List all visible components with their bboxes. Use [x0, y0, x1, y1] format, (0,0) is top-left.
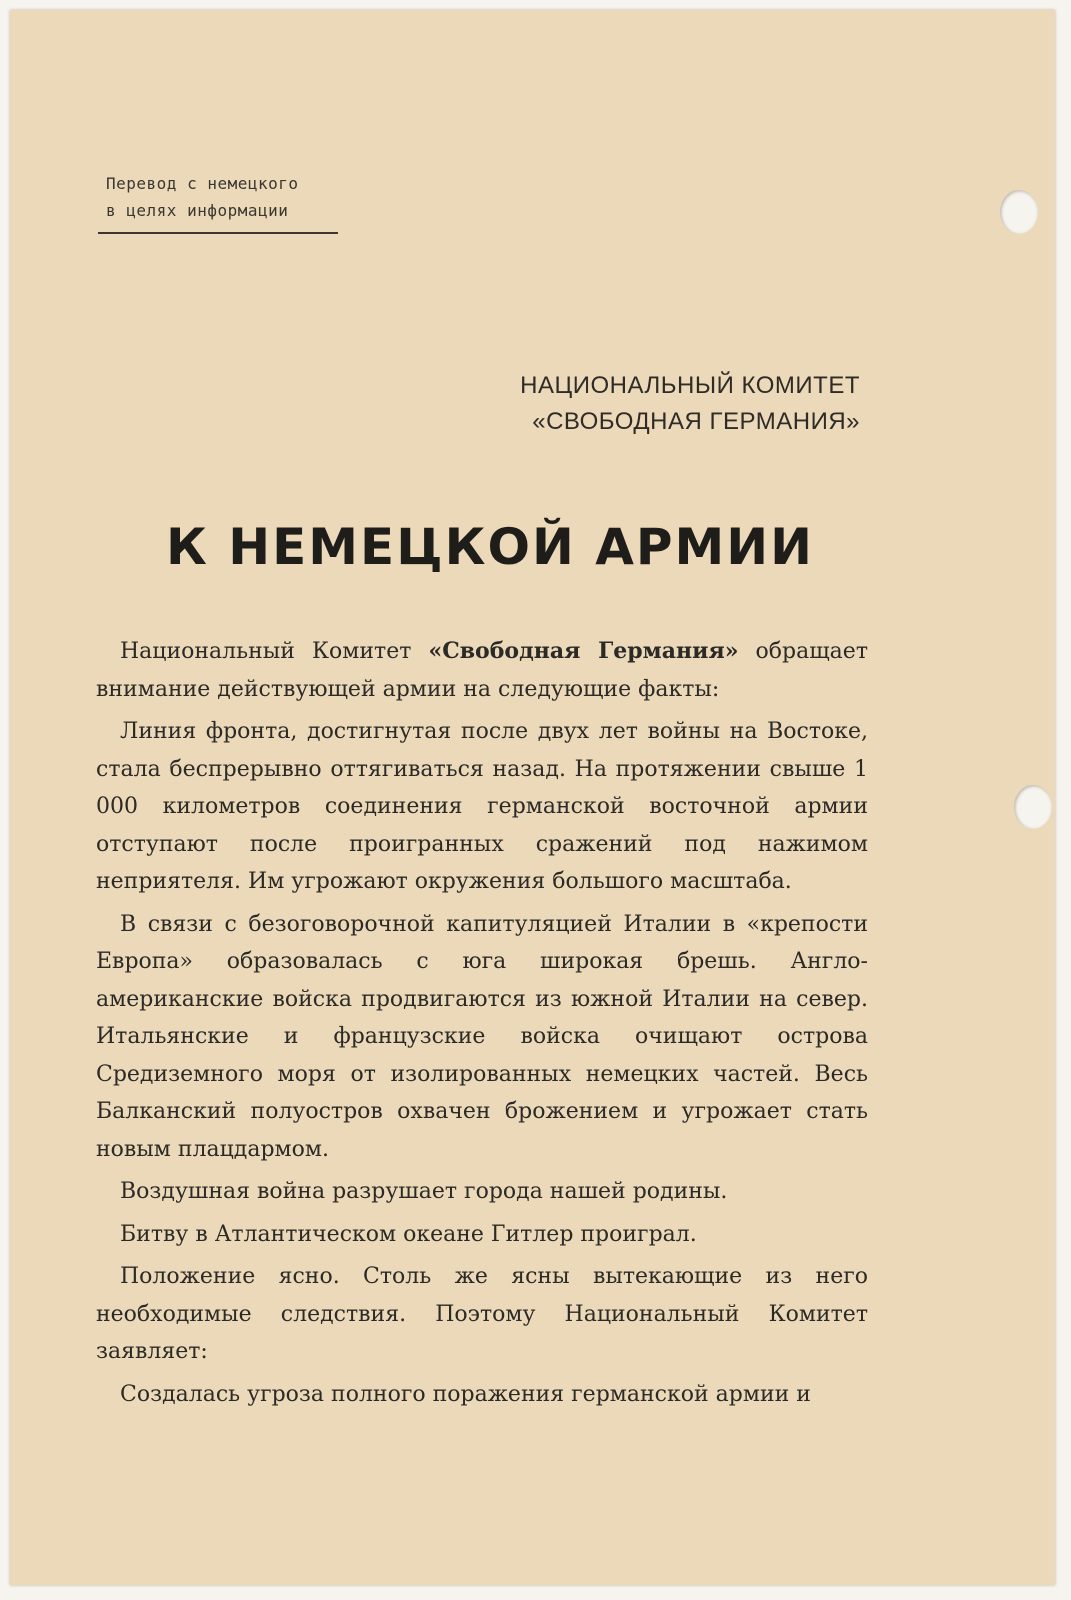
punch-hole: [1014, 785, 1052, 829]
committee-header: [520, 368, 860, 440]
paragraph: Битву в Атлантическом океане Гитлер проиграл.: [120, 1221, 697, 1247]
document-page: [10, 10, 1055, 1585]
punch-hole: [1000, 190, 1038, 234]
body-text: [96, 633, 868, 1418]
committee-line-2: «СВОБОДНАЯ ГЕРМАНИЯ»: [532, 408, 860, 435]
page-title: К НЕМЕЦКОЙ АРМИИ: [166, 518, 814, 576]
committee-line-1: НАЦИОНАЛЬНЫЙ КОМИТЕТ: [520, 372, 860, 399]
paragraph: Линия фронта, достигнутая после двух лет войны на Востоке, стала беспрерывно оттягиваться назад. На протяжении свыше 1 000 километров соединения германской восточной армии отступают после проигранных сражений под нажимом неприятеля. Им угрожают окружения большого масштаба.: [96, 719, 868, 894]
stamp-underline: [98, 232, 338, 234]
paragraph-start: Национальный Комитет: [120, 639, 429, 664]
stamp-line-1: Перевод с немецкого: [106, 174, 299, 193]
paragraph: Создалась угроза полного поражения германской армии и: [120, 1381, 811, 1407]
paragraph-bold: «Свободная Германия»: [428, 638, 739, 664]
paragraph: Воздушная война разрушает города нашей родины.: [120, 1179, 728, 1204]
paragraph: В связи с безоговорочной капитуляцией Италии в «крепости Европа» образовалась с юга широкая брешь. Англо-американские войска продвигаются из южной Италии на север. Итальянские и французские войска очищают острова Средиземного моря от изолированных немецких частей. Весь Балканский полуостров охвачен брожением и угрожает стать новым плацдармом.: [96, 911, 868, 1162]
paragraph: Положение ясно. Столь же ясны вытекающие из него необходимые следствия. Поэтому Национальный Комитет заявляет:: [96, 1264, 868, 1364]
stamp-line-2: в целях информации: [106, 201, 289, 220]
paragraph: [96, 633, 868, 708]
translation-stamp: [98, 170, 338, 234]
paragraph-end: обращает внимание действующей армии на следующие факты:: [96, 639, 868, 702]
